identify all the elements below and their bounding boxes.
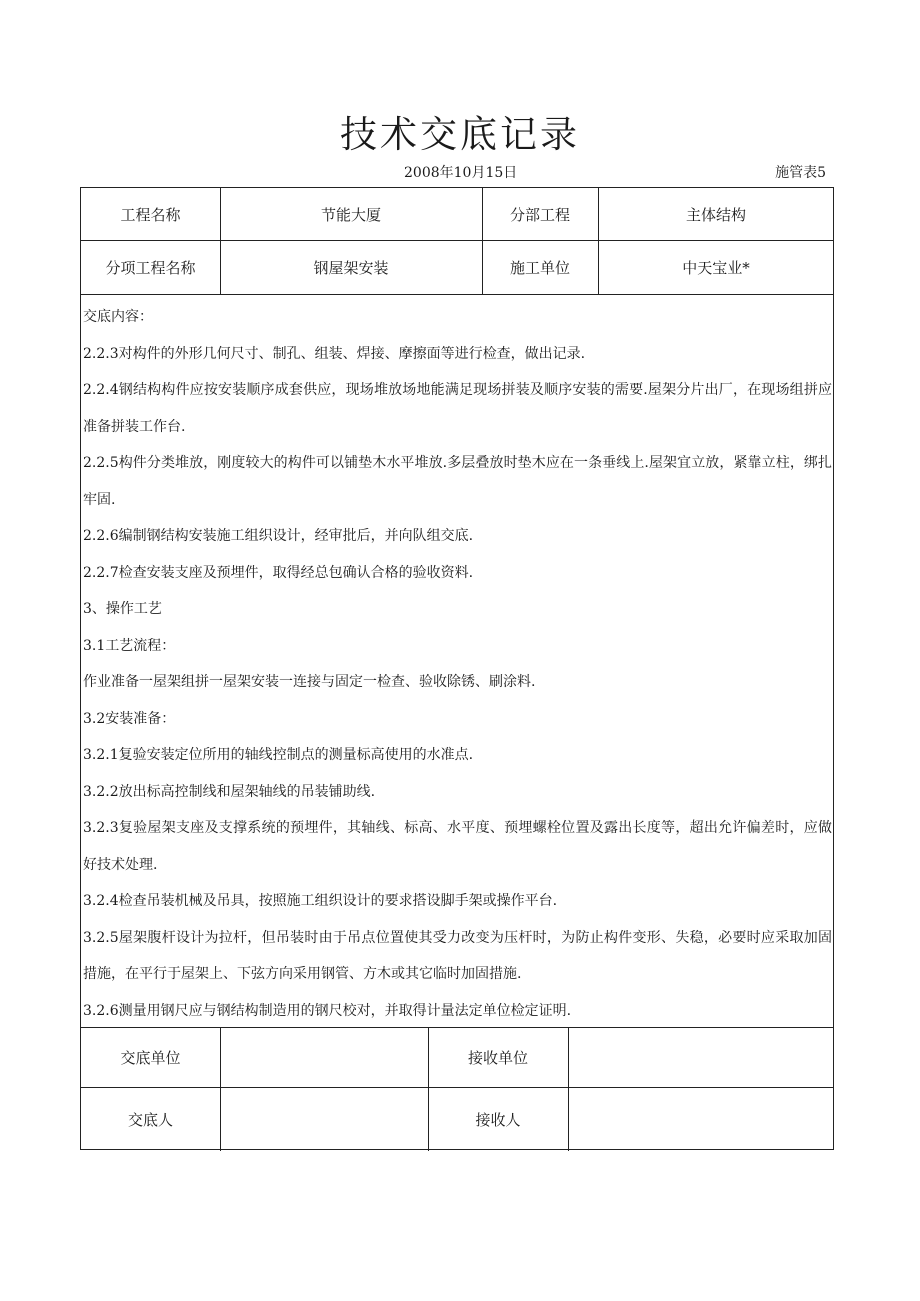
record-form	[80, 187, 834, 1150]
content-paragraph: 3.2.3复验屋架支座及支撑系统的预埋件，其轴线、标高、水平度、预埋螺栓位置及露出长度等，超出允许偏差时，应做好技术处理.	[83, 820, 832, 873]
receiver-unit-label: 接收单位	[467, 1049, 528, 1067]
division-label: 分部工程	[509, 205, 570, 224]
issuer-field[interactable]	[220, 1088, 428, 1150]
content-paragraph: 作业准备一屋架组拼一屋架安装一连接与固定一检查、验收除锈、刷涂料.	[83, 674, 536, 690]
content-paragraph: 3.2.6测量用钢尺应与钢结构制造用的钢尺校对，并取得计量法定单位检定证明.	[83, 1002, 572, 1019]
issuer-label: 交底人	[127, 1110, 173, 1129]
document-title: 技术交底记录	[340, 113, 580, 156]
content-paragraph: 2.2.6编制钢结构安装施工组织设计，经审批后，并向队组交底.	[83, 528, 474, 544]
content-paragraph: 2.2.5构件分类堆放，刚度较大的构件可以铺垫木水平堆放.多层叠放时垫木应在一条垂线上.屋架宜立放，紧靠立柱，绑扎牢固.	[83, 455, 832, 508]
content-paragraph: 2.2.7检查安装支座及预埋件，取得经总包确认合格的验收资料.	[83, 564, 474, 581]
content-paragraph: 3.1工艺流程：	[83, 637, 176, 654]
content-heading: 交底内容：	[83, 309, 153, 325]
contractor-value: 中天宝业*	[682, 259, 750, 277]
issuer-unit-field[interactable]	[220, 1028, 428, 1087]
issuer-unit-label: 交底单位	[120, 1049, 181, 1067]
content-paragraph: 3.2.5屋架腹杆设计为拉杆，但吊装时由于吊点位置使其受力改变为压杆时，为防止构件变形、失稳，必要时应采取加固措施，在平行于屋架上、下弦方向采用钢管、方木或其它临时加固措施.	[83, 929, 832, 982]
content-section-heading: 3、操作工艺	[83, 601, 162, 617]
briefing-content	[81, 295, 834, 1025]
project-name-value: 节能大厦	[320, 205, 381, 224]
division-value: 主体结构	[685, 205, 746, 224]
project-name-label: 工程名称	[120, 205, 181, 224]
subproject-value: 钢屋架安装	[313, 259, 389, 277]
content-paragraph: 3.2.2放出标高控制线和屋架轴线的吊装铺助线.	[83, 783, 376, 800]
content-paragraph: 3.2安装准备：	[83, 710, 176, 727]
receiver-unit-field[interactable]	[568, 1028, 834, 1087]
content-paragraph: 3.2.1复验安装定位所用的轴线控制点的测量标高使用的水准点.	[83, 747, 474, 763]
document-date: 2008年10月15日	[404, 165, 518, 181]
receiver-label: 接收人	[475, 1110, 521, 1129]
form-number: 施管表5	[775, 165, 826, 181]
contractor-label: 施工单位	[509, 259, 570, 277]
content-paragraph: 2.2.4钢结构构件应按安装顺序成套供应，现场堆放场地能满足现场拼装及顺序安装的需要.屋架分片出厂，在现场组拼应准备拼装工作台.	[83, 382, 832, 435]
content-paragraph: 2.2.3对构件的外形几何尺寸、制孔、组装、焊接、摩擦面等进行检查，做出记录.	[83, 345, 586, 362]
subproject-label: 分项工程名称	[105, 259, 196, 277]
receiver-field[interactable]	[568, 1088, 834, 1150]
content-paragraph: 3.2.4检查吊装机械及吊具，按照施工组织设计的要求搭设脚手架或操作平台.	[83, 893, 558, 909]
